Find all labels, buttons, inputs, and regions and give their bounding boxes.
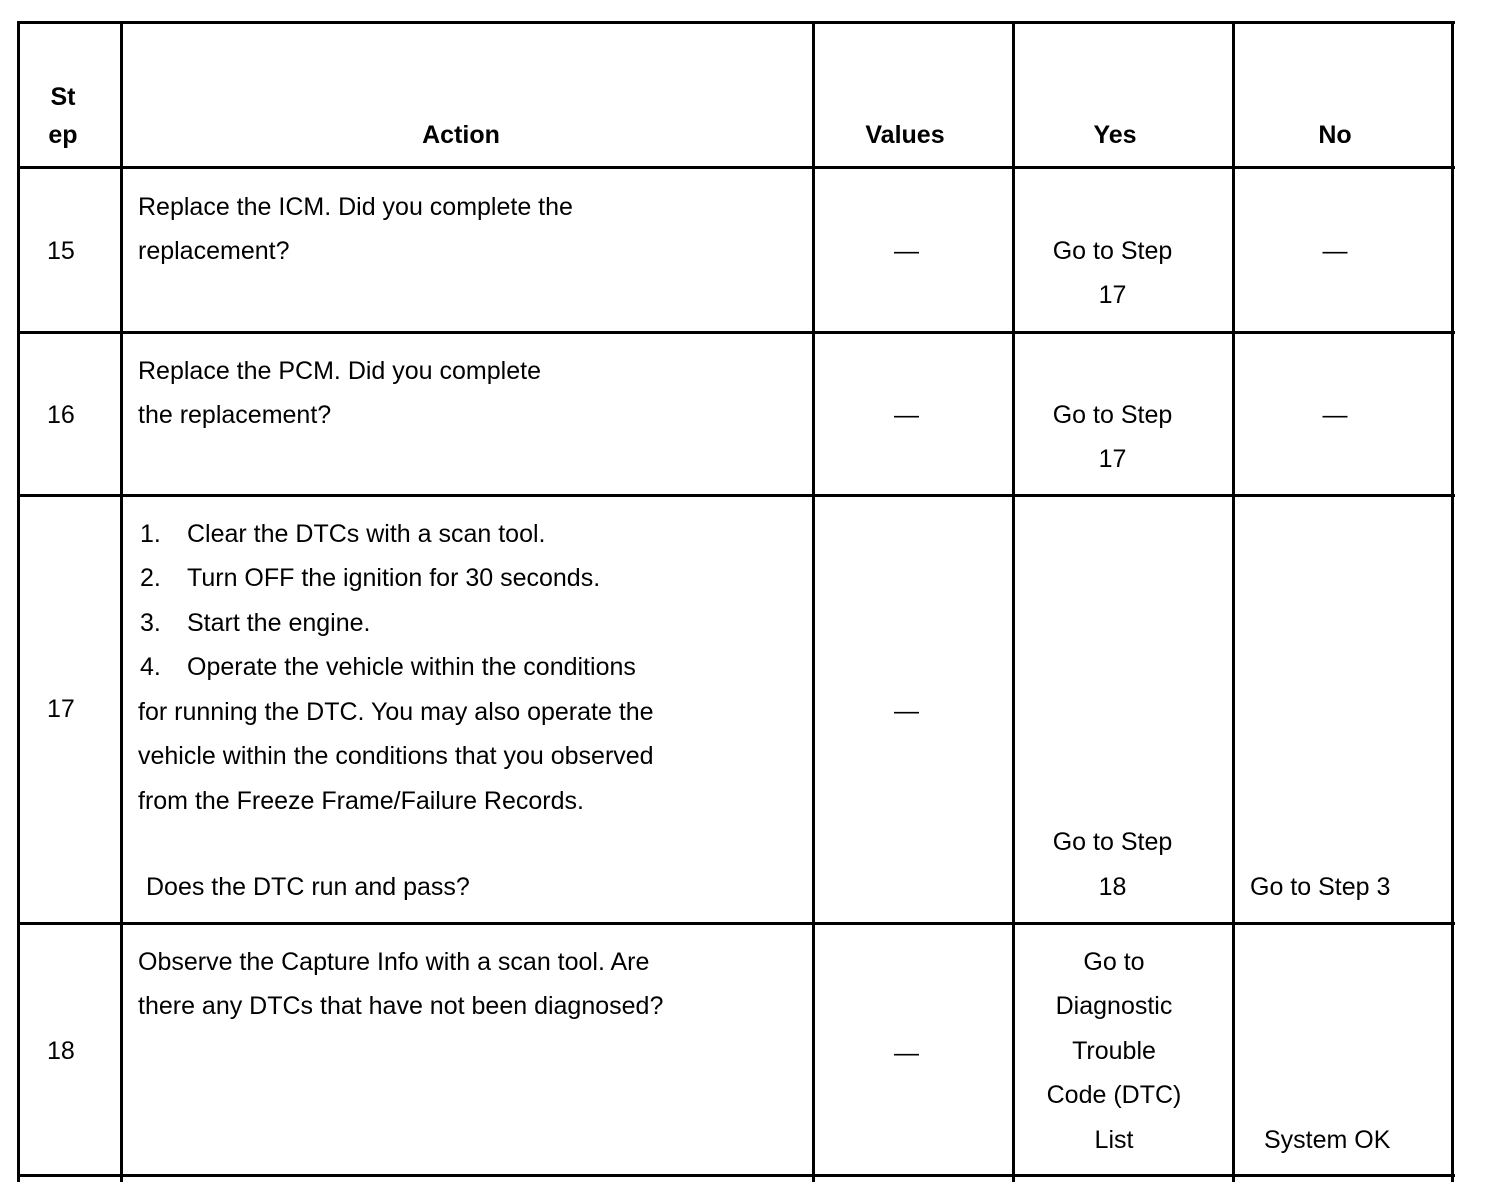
row-divider-15 (17, 331, 1455, 334)
step-18-action-line2: there any DTCs that have not been diagnosed? (138, 992, 664, 1020)
step-17-list-text-2: Turn OFF the ignition for 30 seconds. (187, 564, 601, 592)
step-18-yes-line4: Code (DTC) (1046, 1081, 1182, 1109)
step-15-action-line2: replacement? (138, 237, 290, 265)
step-16-action-line2: the replacement? (138, 401, 332, 429)
row-divider-17 (17, 922, 1455, 925)
col-border-yes (1232, 22, 1235, 1182)
step-16-values: — (894, 401, 919, 429)
step-15-action-line1: Replace the ICM. Did you complete the (138, 193, 573, 221)
header-divider (17, 166, 1455, 169)
step-18-number: 18 (47, 1037, 75, 1065)
step-17-continuation-3: from the Freeze Frame/Failure Records. (138, 787, 584, 815)
step-17-list-num-4: 4. (140, 653, 161, 681)
step-17-list-text-4: Operate the vehicle within the conditions (187, 653, 636, 681)
step-18-yes-line1: Go to (1083, 948, 1145, 976)
step-17-number: 17 (47, 695, 75, 723)
step-16-no: — (1322, 401, 1348, 429)
step-18-yes-line3: Trouble (1072, 1037, 1156, 1065)
step-18-no: System OK (1264, 1126, 1391, 1154)
step-17-yes-line1: Go to Step (1052, 828, 1173, 856)
step-17-continuation-2: vehicle within the conditions that you observed (138, 742, 654, 770)
step-17-values: — (894, 697, 919, 725)
step-18-yes-line2: Diagnostic (1055, 992, 1173, 1020)
step-17-list-num-2: 2. (140, 564, 161, 592)
step-16-number: 16 (47, 401, 75, 429)
step-17-no: Go to Step 3 (1250, 873, 1391, 901)
step-15-number: 15 (47, 237, 75, 265)
step-15-yes-line2: 17 (1098, 281, 1127, 309)
step-17-continuation-1: for running the DTC. You may also operate the (138, 698, 654, 726)
col-border-right (1451, 22, 1454, 1182)
step-18-values: — (894, 1039, 919, 1067)
header-step-line2: ep (48, 121, 78, 149)
header-no: No (1318, 121, 1352, 149)
step-16-action-line1: Replace the PCM. Did you complete (138, 357, 541, 385)
table-border-top (17, 21, 1455, 24)
header-step (22, 78, 104, 154)
step-17-list-num-1: 1. (140, 520, 161, 548)
step-15-values: — (894, 237, 919, 265)
step-17-yes-line2: 18 (1098, 873, 1127, 901)
col-border-action (812, 22, 815, 1182)
step-18-yes-line5: List (1094, 1126, 1134, 1154)
header-step-line1: St (50, 83, 76, 111)
step-17-question: Does the DTC run and pass? (146, 873, 470, 901)
header-values: Values (865, 121, 945, 149)
col-border-step (120, 22, 123, 1182)
step-15-yes-line1: Go to Step (1052, 237, 1173, 265)
step-17-list-text-1: Clear the DTCs with a scan tool. (187, 520, 546, 548)
row-divider-16 (17, 494, 1455, 497)
header-action: Action (422, 121, 500, 149)
header-yes: Yes (1093, 121, 1137, 149)
row-divider-18 (17, 1174, 1455, 1177)
step-16-yes-line2: 17 (1098, 445, 1127, 473)
step-18-action-line1: Observe the Capture Info with a scan tool. Are (138, 948, 650, 976)
step-17-list-num-3: 3. (140, 609, 161, 637)
step-16-yes-line1: Go to Step (1052, 401, 1173, 429)
step-17-list-text-3: Start the engine. (187, 609, 371, 637)
step-15-no: — (1322, 237, 1348, 265)
col-border-left (17, 22, 20, 1182)
